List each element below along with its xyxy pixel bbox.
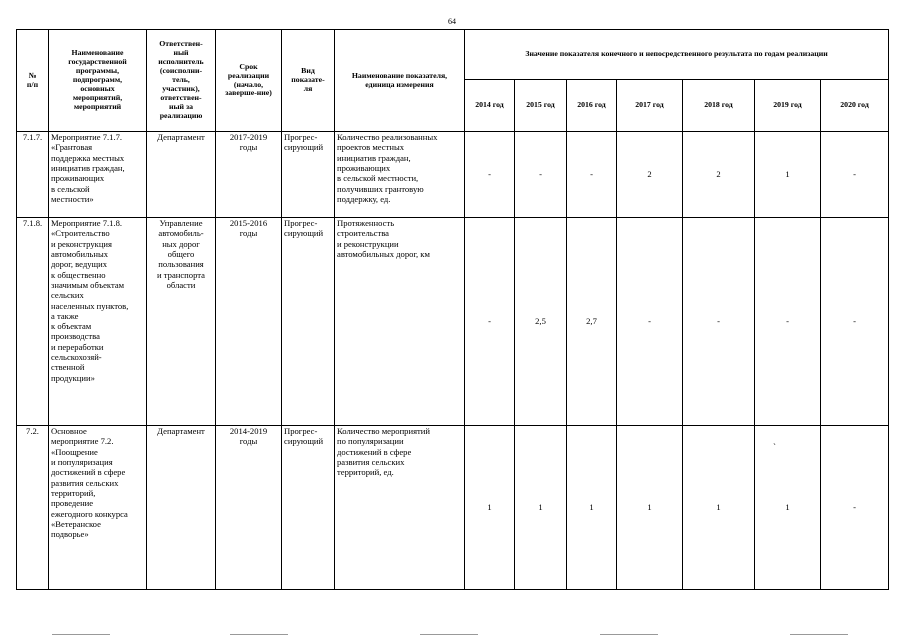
row-indicator: Протяженность строительства и реконструкции автомобильных дорог, км [335,218,465,426]
row-value: 1 [515,426,567,590]
header-year: 2014 год [465,80,515,132]
row-value: 1 [683,426,755,590]
row-value: 2 [683,132,755,218]
indicator-table [16,29,889,590]
page-number: 64 [448,17,456,26]
row-value: 1 [617,426,683,590]
row-value: - [821,218,889,426]
header-years-title: Значение показателя конечного и непосредственного результата по годам реализации [465,30,889,80]
scan-edge-line [790,634,848,635]
row-term: 2017-2019 годы [216,132,282,218]
header-executor: Ответствен- ный исполнитель (соисполни- тель, участник), ответствен- ный за реализацию [147,30,216,132]
row-kind: Прогрес- сирующий [282,218,335,426]
row-number: 7.1.8. [17,218,49,426]
header-row-1 [17,30,889,80]
header-year: 2019 год [755,80,821,132]
row-value: - [617,218,683,426]
row-program: Основное мероприятие 7.2. «Поощрение и популяризация достижений в сфере развития сельских территорий, проведение ежегодного конкурса «Ветеранское подворье» [49,426,147,590]
row-value: 2 [617,132,683,218]
scan-mark: ˋ [773,442,776,452]
row-number: 7.1.7. [17,132,49,218]
table-row [17,132,889,218]
row-value: 1 [755,132,821,218]
row-value: - [683,218,755,426]
scan-edge-line [230,634,288,635]
row-program: Мероприятие 7.1.7. «Грантовая поддержка местных инициатив граждан, проживающих в сельской местности» [49,132,147,218]
scan-edge-line [52,634,110,635]
row-value: 1 [755,426,821,590]
header-program: Наименование государственной программы, подпрограмм, основных мероприятий, мероприятий [49,30,147,132]
row-executor: Департамент [147,132,216,218]
row-kind: Прогрес- сирующий [282,132,335,218]
row-value: 2,5 [515,218,567,426]
row-value: - [465,218,515,426]
row-value: - [821,132,889,218]
header-year: 2018 год [683,80,755,132]
row-value: 2,7 [567,218,617,426]
header-year: 2017 год [617,80,683,132]
row-term: 2015-2016 годы [216,218,282,426]
row-executor: Управление автомобиль- ных дорог общего пользования и транспорта области [147,218,216,426]
header-year: 2015 год [515,80,567,132]
header-num: № п/п [17,30,49,132]
header-year: 2020 год [821,80,889,132]
header-term: Срок реализации (начало, заверше-ние) [216,30,282,132]
scan-edge-line [420,634,478,635]
scan-edge-line [600,634,658,635]
row-value: - [515,132,567,218]
row-term: 2014-2019 годы [216,426,282,590]
header-year: 2016 год [567,80,617,132]
row-kind: Прогрес- сирующий [282,426,335,590]
row-value: - [821,426,889,590]
row-indicator: Количество мероприятий по популяризации достижений в сфере развития сельских территорий, ед. [335,426,465,590]
row-value: - [755,218,821,426]
table-row [17,426,889,590]
row-value: - [567,132,617,218]
table-row [17,218,889,426]
row-executor: Департамент [147,426,216,590]
header-kind: Вид показате- ля [282,30,335,132]
row-indicator: Количество реализованных проектов местных инициатив граждан, проживающих в сельской местности, получивших грантовую поддержку, ед. [335,132,465,218]
row-value: 1 [465,426,515,590]
row-value: 1 [567,426,617,590]
header-indicator: Наименование показателя, единица измерения [335,30,465,132]
row-number: 7.2. [17,426,49,590]
row-value: - [465,132,515,218]
row-program: Мероприятие 7.1.8. «Строительство и реконструкция автомобильных дорог, ведущих к общественно значимым объектам сельских населенных пунктов, а также к объектам производства и переработки сельскохозяй- ственной продукции» [49,218,147,426]
